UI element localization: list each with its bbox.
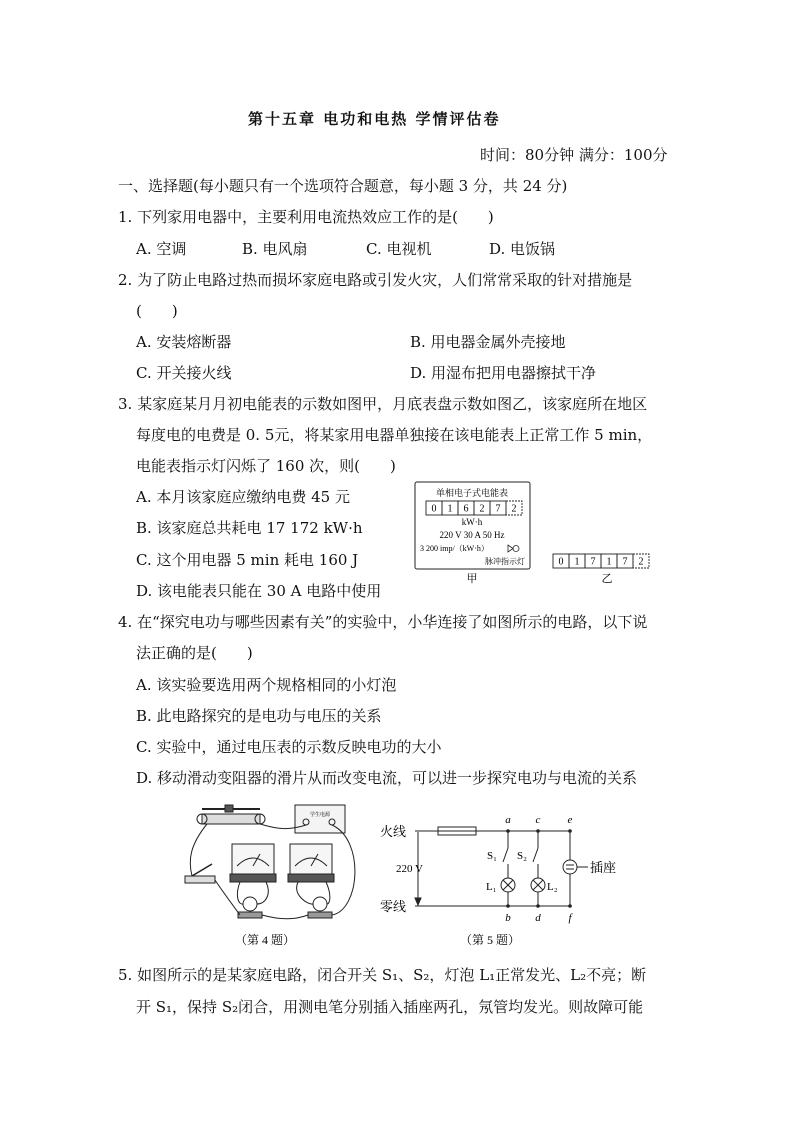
voltage-label: 220 V [396,863,423,875]
pulse-indicator-icon [508,545,519,552]
meter-yi-digit: 7 [590,556,596,568]
question-3-stem: 3. 某家庭某月月初电能表的示数如图甲，月底表盘示数如图乙，该家庭所在地区 [118,395,648,413]
lamp-l2-label: L₂ [547,881,558,893]
question-5-stem: 5. 如图所示的是某家庭电路，闭合开关 S₁、S₂，灯泡 L₁正常发光、L₂不亮；断 [118,966,647,984]
q1-option-a: A. 空调 [136,240,187,258]
meter-spec: 220 V 30 A 50 Hz [439,530,505,540]
meter-label-jia: 甲 [466,573,478,585]
meter-yi-digit: 1 [606,556,612,568]
q2-option-b: B. 用电器金属外壳接地 [410,333,566,351]
power-supply-label: 学生电源 [309,813,331,818]
node-e: e [567,814,573,826]
voltmeter-left-icon [230,844,276,882]
q3-option-b: B. 该家庭总共耗电 17 172 kW·h [136,519,363,537]
q4-option-b: B. 此电路探究的是电功与电压的关系 [136,707,382,725]
figure-4-caption: （第 4 题） [234,933,296,947]
meter-yi-digits [553,554,649,568]
bulb-left-icon [238,897,262,918]
question-5-stem-2: 开 S₁，保持 S₂闭合，用测电笔分别插入插座两孔，氖管均发光。则故障可能 [136,998,644,1016]
socket-label: 插座 [590,860,617,875]
question-2-stem-2: ( ) [136,302,178,320]
meter-label-yi: 乙 [601,573,613,585]
question-1-stem: 1. 下列家用电器中，主要利用电流热效应工作的是( ) [118,208,494,226]
switch-s2-label: S₂ [517,850,527,862]
voltmeter-right-icon [288,844,334,882]
rheostat-icon [197,805,265,824]
meter-jia-digit: 6 [463,503,469,515]
electric-meter-figure [410,478,680,588]
meter-pulse-label: 脉冲指示灯 [485,557,525,566]
q2-option-c: C. 开关接火线 [136,364,232,382]
meter-yi-digit: 2 [638,556,644,568]
switch-s1 [503,848,508,862]
meter-yi-digit: 7 [622,556,628,568]
meter-jia-digit: 7 [495,503,501,515]
figure-5-caption: （第 5 题） [459,933,521,947]
lamp-l1-label: L₁ [486,881,497,893]
node-f: f [568,912,572,924]
q3-option-c: C. 这个用电器 5 min 耗电 160 J [136,551,359,569]
q4-option-a: A. 该实验要选用两个规格相同的小灯泡 [136,676,397,694]
q2-option-a: A. 安装熔断器 [136,333,232,351]
meter-unit: kW·h [461,517,483,527]
meter-jia-digit: 2 [479,503,485,515]
page-title: 第十五章 电功和电热 学情评估卷 [248,110,501,128]
neutral-label: 零线 [380,899,407,914]
switch-s2 [533,848,538,862]
meter-yi-digit: 1 [574,556,580,568]
meter-jia-digit: 2 [511,503,517,515]
meter-jia-digits [426,501,522,515]
q3-option-a: A. 本月该家庭应缴纳电费 45 元 [136,488,350,506]
question-4-stem-2: 法正确的是( ) [136,644,253,662]
q4-option-c: C. 实验中，通过电压表的示数反映电功的大小 [136,738,442,756]
node-d: d [535,912,541,924]
bulb-right-icon [308,897,332,918]
meter-jia-digit: 1 [447,503,453,515]
switch-icon [185,864,215,883]
switch-s1-label: S₁ [487,850,497,862]
question-3-stem-2: 每度电的电费是 0. 5元，将某家用电器单独接在该电能表上正常工作 5 min， [136,426,653,444]
node-b: b [505,912,511,924]
section-heading: 一、选择题(每小题只有一个选项符合题意，每小题 3 分，共 24 分) [118,177,568,195]
lamp-l1-icon [501,878,515,892]
q4-option-d: D. 移动滑动变阻器的滑片从而改变电流，可以进一步探究电功与电流的关系 [136,769,638,787]
meter-yi-digit: 0 [558,556,564,568]
socket-icon [563,860,577,874]
question-4-stem: 4. 在“探究电功与哪些因素有关”的实验中，小华连接了如图所示的电路，以下说 [118,613,648,631]
live-label: 火线 [380,824,407,839]
q1-option-d: D. 电饭锅 [489,240,556,258]
figure-4-apparatus [180,800,370,950]
q2-option-d: D. 用湿布把用电器擦拭干净 [410,364,597,382]
meter-title: 单相电子式电能表 [435,488,509,498]
q3-option-d: D. 该电能表只能在 30 A 电路中使用 [136,582,382,600]
lamp-l2-icon [531,878,545,892]
time-info: 时间：80分钟 满分：100分 [480,146,668,164]
q1-option-b: B. 电风扇 [242,240,308,258]
q1-option-c: C. 电视机 [366,240,432,258]
node-c: c [535,814,541,826]
question-3-stem-3: 电能表指示灯闪烁了 160 次，则( ) [136,457,396,475]
question-2-stem: 2. 为了防止电路过热而损坏家庭电路或引发火灾，人们常常采取的针对措施是 [118,271,633,289]
figure-5-circuit [370,808,660,948]
node-a: a [505,814,511,826]
meter-imp: 3 200 imp/（kW·h） [420,544,489,553]
meter-jia-digit: 0 [431,503,437,515]
